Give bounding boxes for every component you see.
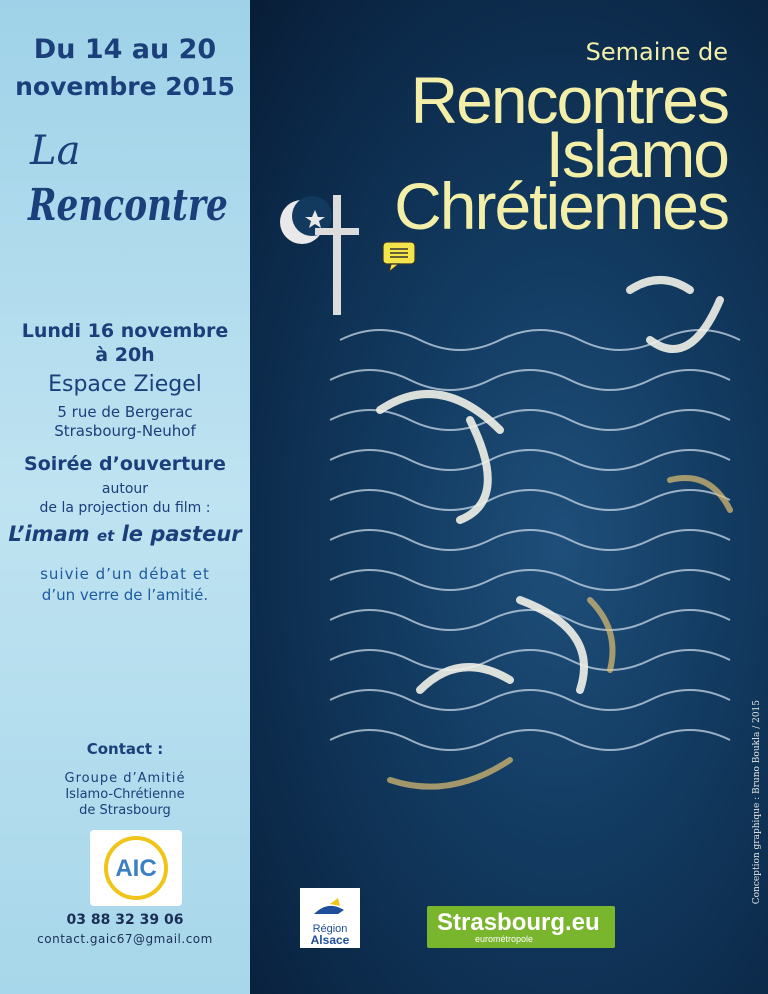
film-title (0, 522, 250, 546)
address-line-1: 5 rue de Bergerac (57, 403, 193, 421)
date-line-1: Du 14 au 20 (33, 34, 217, 65)
title-chretiennes: Chrétiennes (394, 169, 728, 243)
comment-icon (383, 242, 415, 272)
title-rencontres: Rencontres (410, 63, 728, 137)
contact-label: Contact : (86, 740, 164, 758)
date-line-2: novembre 2015 (15, 72, 235, 101)
aic-logo (90, 830, 182, 906)
group-line-2: Islamo-Chrétienne (65, 787, 185, 802)
venue: Espace Ziegel (48, 372, 202, 397)
logo-la: La (30, 128, 81, 174)
email-address: contact.gaic67@gmail.com (37, 932, 213, 946)
suivie-line-1: suivie d’un débat et (40, 565, 210, 583)
group-line-3: de Strasbourg (79, 803, 171, 818)
region-line-2: Alsace (310, 933, 350, 947)
region-alsace-logo (300, 888, 360, 948)
projection-text: de la projection du film : (39, 500, 211, 516)
design-credit: Conception graphique : Bruno Boukla / 2015 (752, 700, 762, 905)
title-semaine: Semaine de (585, 38, 728, 66)
logo-rencontre: Rencontre (28, 180, 228, 231)
strasbourg-text: Strasbourg.eu (437, 909, 600, 936)
film-title-part2: le pasteur (121, 522, 242, 546)
left-panel (0, 0, 250, 994)
film-title-part1: L’imam (8, 522, 90, 546)
strasbourg-eu-logo (427, 906, 615, 948)
title-islamo: Islamo (545, 117, 728, 191)
right-panel (250, 0, 768, 994)
film-title-et: et (96, 527, 115, 545)
region-line-1: Région (312, 923, 348, 935)
soiree-heading: Soirée d’ouverture (24, 453, 226, 475)
group-line-1: Groupe d’Amitié (64, 771, 186, 786)
phone-number: 03 88 32 39 06 (66, 912, 184, 928)
suivie-line-2: d’un verre de l’amitié. (41, 586, 209, 604)
autour-text: autour (101, 481, 149, 497)
address-line-2: Strasbourg-Neuhof (54, 422, 196, 440)
event-time: à 20h (95, 344, 155, 366)
event-day: Lundi 16 novembre (21, 320, 229, 342)
strasbourg-subtext: eurométropole (475, 934, 534, 944)
aic-logo-text: AIC (115, 855, 157, 882)
